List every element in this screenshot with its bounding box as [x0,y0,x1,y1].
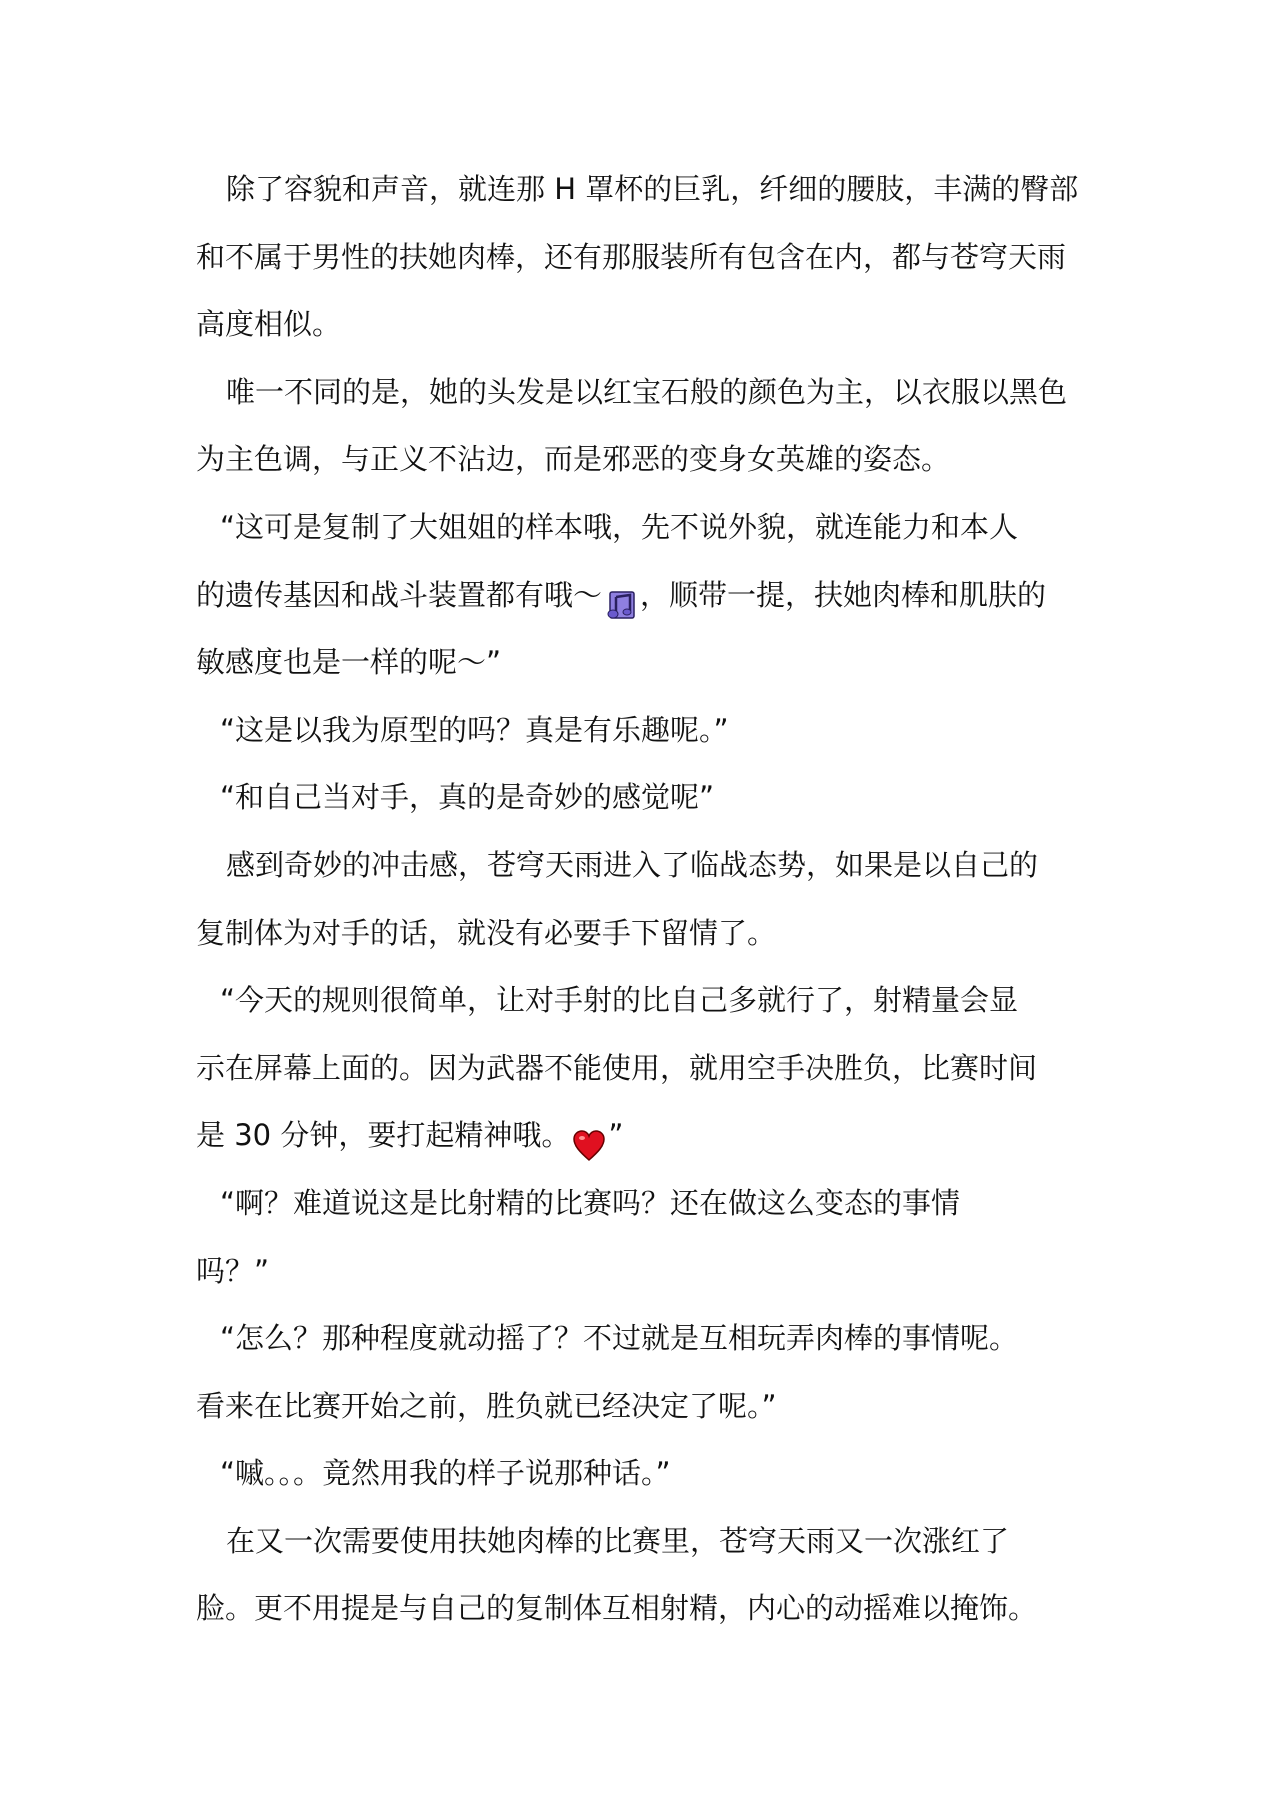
text-segment: 为主色调，与正义不沾边，而是邪恶的变身女英雄的姿态。 [196,442,951,477]
text-line [196,1305,1106,1373]
text-line [196,359,1106,427]
text-line [196,156,1106,224]
text-line [196,764,1106,832]
text-segment: “啊？难道说这是比射精的比赛吗？还在做这么变态的事情 [220,1185,961,1220]
text-segment: ，顺带一提，扶她肉棒和肌肤的 [640,577,1047,612]
text-segment: 吗？” [196,1253,270,1288]
text-line [196,1102,1106,1170]
text-line [196,629,1106,697]
text-line [196,1575,1106,1643]
text-line [196,1170,1106,1238]
text-segment: 唯一不同的是，她的头发是以红宝石般的颜色为主，以衣服以黑色 [226,374,1068,409]
text-line [196,1440,1106,1508]
text-line [196,291,1106,359]
text-segment: 感到奇妙的冲击感，苍穹天雨进入了临战态势，如果是以自己的 [226,847,1039,882]
text-segment: 复制体为对手的话，就没有必要手下留情了。 [196,915,777,950]
text-line [196,1035,1106,1103]
music-notes-icon [604,580,638,614]
text-segment: 是 30 分钟，要打起精神哦。 [196,1118,571,1153]
text-line [196,1373,1106,1441]
text-line [196,426,1106,494]
text-line [196,224,1106,292]
text-line [196,967,1106,1035]
text-segment: ” [608,1118,624,1153]
text-segment: “和自己当对手，真的是奇妙的感觉呢” [220,780,715,815]
text-segment: “这可是复制了大姐姐的样本哦，先不说外貌，就连能力和本人 [220,509,1019,544]
text-segment: 看来在比赛开始之前，胜负就已经决定了呢。” [196,1388,777,1423]
text-segment: 除了容貌和声音，就连那 H 罩杯的巨乳，纤细的腰肢，丰满的臀部 [226,172,1079,206]
text-segment: 敏感度也是一样的呢～” [196,645,502,680]
text-segment: “这是以我为原型的吗？真是有乐趣呢。” [220,712,729,747]
text-segment: 高度相似。 [196,307,342,342]
text-line [196,494,1106,562]
text-line [196,562,1106,630]
text-segment: “怎么？那种程度就动摇了？不过就是互相玩弄肉棒的事情呢。 [220,1321,1019,1356]
heart-icon [572,1120,606,1154]
document-body [196,156,1106,1643]
text-segment: 脸。更不用提是与自己的复制体互相射精，内心的动摇难以掩饰。 [196,1591,1038,1626]
text-line [196,832,1106,900]
text-line [196,697,1106,765]
text-segment: 在又一次需要使用扶她肉棒的比赛里，苍穹天雨又一次涨红了 [226,1523,1010,1558]
text-line [196,1508,1106,1576]
text-segment: 和不属于男性的扶她肉棒，还有那服装所有包含在内，都与苍穹天雨 [196,239,1067,274]
text-segment: “嘁。。。竟然用我的样子说那种话。” [220,1456,671,1491]
text-segment: “今天的规则很简单，让对手射的比自己多就行了，射精量会显 [220,983,1019,1018]
text-segment: 的遗传基因和战斗装置都有哦～ [196,577,603,612]
text-segment: 示在屏幕上面的。因为武器不能使用，就用空手决胜负，比赛时间 [196,1050,1038,1085]
text-line [196,1238,1106,1306]
text-line [196,900,1106,968]
